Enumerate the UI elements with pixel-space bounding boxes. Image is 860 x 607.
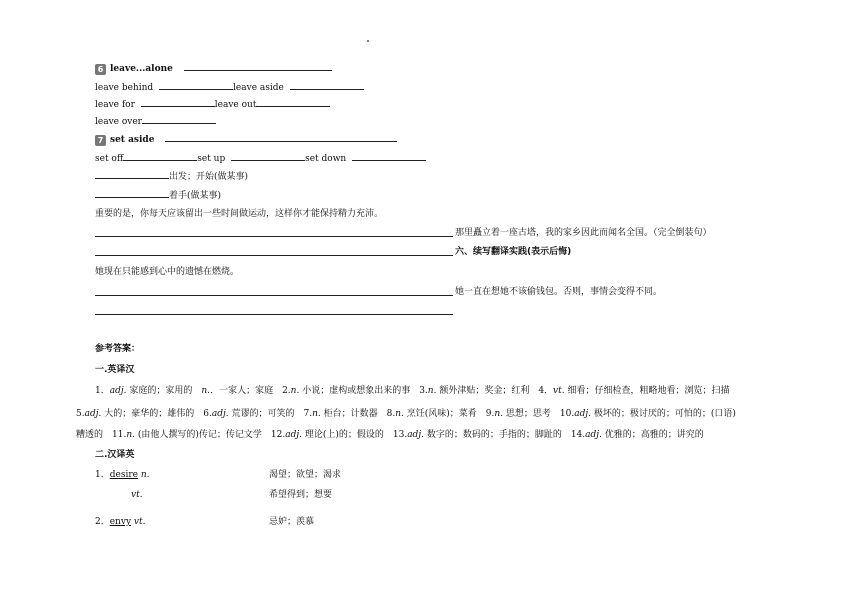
sentence-1: 重要的是，你每天应该留出一些时间做运动，这样你才能保持精力充沛。 bbox=[95, 209, 384, 219]
answer-line[interactable] bbox=[95, 314, 453, 315]
answer-text: 家庭的；家用的 bbox=[126, 386, 202, 396]
phrase-row-2 bbox=[95, 97, 330, 111]
phrase-leave-over: leave over bbox=[95, 117, 142, 127]
answer-blank[interactable] bbox=[123, 151, 197, 161]
phrase-leave-alone: leave...alone bbox=[110, 64, 173, 74]
answer-blank[interactable] bbox=[165, 132, 397, 142]
sentence-4: 她一直在想她不该偷钱包。否则，事情会变得不同。 bbox=[455, 287, 663, 297]
pos-label: n. bbox=[312, 409, 321, 419]
phrase-set-off: set off bbox=[95, 154, 124, 164]
answers-heading: 参考答案： bbox=[95, 344, 141, 354]
answer-text: 细看；仔细检查，粗略地看；浏览；扫描 bbox=[564, 386, 730, 396]
vocab-meaning-2: 忌妒；羡慕 bbox=[269, 517, 315, 527]
answer-line[interactable] bbox=[95, 255, 453, 256]
answer-text: 荒谬的；可笑的 7. bbox=[228, 409, 313, 419]
phrase-row-4 bbox=[95, 151, 426, 165]
part-1-heading: 一.英译汉 bbox=[95, 365, 135, 375]
answer-blank[interactable] bbox=[231, 151, 305, 161]
pos-label: adj. bbox=[109, 386, 127, 396]
section-6-heading: 六、续写翻译实践(表示后悔) bbox=[455, 247, 572, 257]
pos-label: adj. bbox=[407, 430, 424, 440]
answer-text: 1． bbox=[95, 386, 110, 396]
pos-label: adj. bbox=[574, 409, 591, 419]
vocab-row-2 bbox=[95, 516, 145, 528]
sentence-3: 她现在只能感到心中的遗憾在燃烧。 bbox=[95, 267, 240, 277]
vocab-row-1 bbox=[95, 469, 150, 481]
answer-text: (由他人撰写的)传记；传记文学 12. bbox=[135, 430, 286, 440]
phrase-row-5 bbox=[95, 169, 248, 183]
answer-text: 5. bbox=[76, 409, 85, 419]
answer-text: 理论(上)的；假设的 13. bbox=[301, 430, 408, 440]
sentence-2: 那里矗立着一座古塔，我的家乡因此而闻名全国。（完全倒装句） bbox=[455, 228, 712, 238]
vocab-pos-1b: vt. bbox=[131, 490, 143, 500]
answer-text: 小说；虚构或想象出来的事 3. bbox=[299, 386, 428, 396]
answer-line-2 bbox=[76, 408, 736, 420]
vocab-word: envy bbox=[109, 517, 132, 527]
phrase-leave-aside: leave aside bbox=[233, 83, 284, 93]
pos-label: n. bbox=[290, 386, 300, 396]
pos-label: adj. bbox=[585, 430, 602, 440]
answer-line[interactable] bbox=[95, 236, 453, 237]
meaning-zhuoshou: 着手(做某事) bbox=[169, 191, 222, 201]
answer-text: 额外津贴；奖金；红利 4． bbox=[436, 386, 554, 396]
answer-text: 数字的；数码的；手指的；脚趾的 14. bbox=[423, 430, 586, 440]
answer-text: 糟透的 11. bbox=[76, 430, 127, 440]
answer-blank[interactable] bbox=[95, 169, 169, 179]
phrase-set-down: set down bbox=[305, 154, 347, 164]
phrase-leave-behind: leave behind bbox=[95, 83, 154, 93]
answer-blank[interactable] bbox=[184, 61, 332, 71]
phrase-item-7 bbox=[95, 132, 397, 146]
answer-line-1 bbox=[95, 385, 729, 397]
pos-label: vt. bbox=[553, 386, 565, 396]
pos-label: n. bbox=[140, 470, 150, 480]
meaning-chufa: 出发；开始(做某事) bbox=[169, 172, 249, 182]
vocab-meaning-1b: 希望得到；想要 bbox=[269, 490, 333, 500]
answer-blank[interactable] bbox=[141, 97, 215, 107]
phrase-set-up: set up bbox=[197, 154, 226, 164]
answer-blank[interactable] bbox=[352, 151, 426, 161]
answer-text: 优雅的；高雅的；讲究的 bbox=[601, 430, 704, 440]
phrase-row-3 bbox=[95, 114, 216, 128]
row-number: 1． bbox=[95, 470, 110, 480]
phrase-leave-for: leave for bbox=[95, 100, 135, 110]
phrase-item-6 bbox=[95, 61, 332, 75]
pos-label: n. bbox=[201, 386, 211, 396]
phrase-leave-out: leave out bbox=[214, 100, 257, 110]
pos-label: adj. bbox=[285, 430, 302, 440]
answer-blank[interactable] bbox=[142, 114, 216, 124]
pos-label: adj. bbox=[84, 409, 102, 419]
answer-blank[interactable] bbox=[290, 80, 364, 90]
answer-text: ．一家人；家庭 2. bbox=[210, 386, 291, 396]
phrase-set-aside: set aside bbox=[110, 135, 155, 145]
answer-blank[interactable] bbox=[95, 188, 169, 198]
part-2-heading: 二.汉译英 bbox=[95, 450, 135, 460]
pos-label: n. bbox=[427, 386, 437, 396]
answer-text: 思想；思考 10. bbox=[503, 409, 575, 419]
answer-blank[interactable] bbox=[159, 80, 233, 90]
pos-label: n. bbox=[126, 430, 135, 440]
answer-line-3 bbox=[76, 429, 704, 441]
number-badge-6: 6 bbox=[95, 64, 106, 75]
pos-label: vt. bbox=[133, 517, 146, 527]
vocab-meaning-1: 渴望；欲望；渴求 bbox=[269, 470, 342, 480]
answer-text: 烹饪(风味)；菜肴 9. bbox=[403, 409, 495, 419]
answer-line[interactable] bbox=[95, 295, 453, 296]
phrase-row-1 bbox=[95, 80, 364, 94]
number-badge-7: 7 bbox=[95, 135, 106, 146]
answer-blank[interactable] bbox=[256, 97, 330, 107]
phrase-row-6 bbox=[95, 188, 221, 202]
answer-text: 大的；豪华的；雄伟的 6. bbox=[101, 409, 212, 419]
vocab-word: desire bbox=[109, 470, 138, 480]
pos-label: n. bbox=[395, 409, 404, 419]
page-mark bbox=[367, 40, 369, 42]
row-number: 2． bbox=[95, 517, 110, 527]
pos-label: n. bbox=[494, 409, 504, 419]
answer-text: 极坏的；极讨厌的；可怕的；(口语) bbox=[590, 409, 736, 419]
answer-text: 柜台；计数器 8. bbox=[320, 409, 396, 419]
pos-label: adj. bbox=[211, 409, 229, 419]
